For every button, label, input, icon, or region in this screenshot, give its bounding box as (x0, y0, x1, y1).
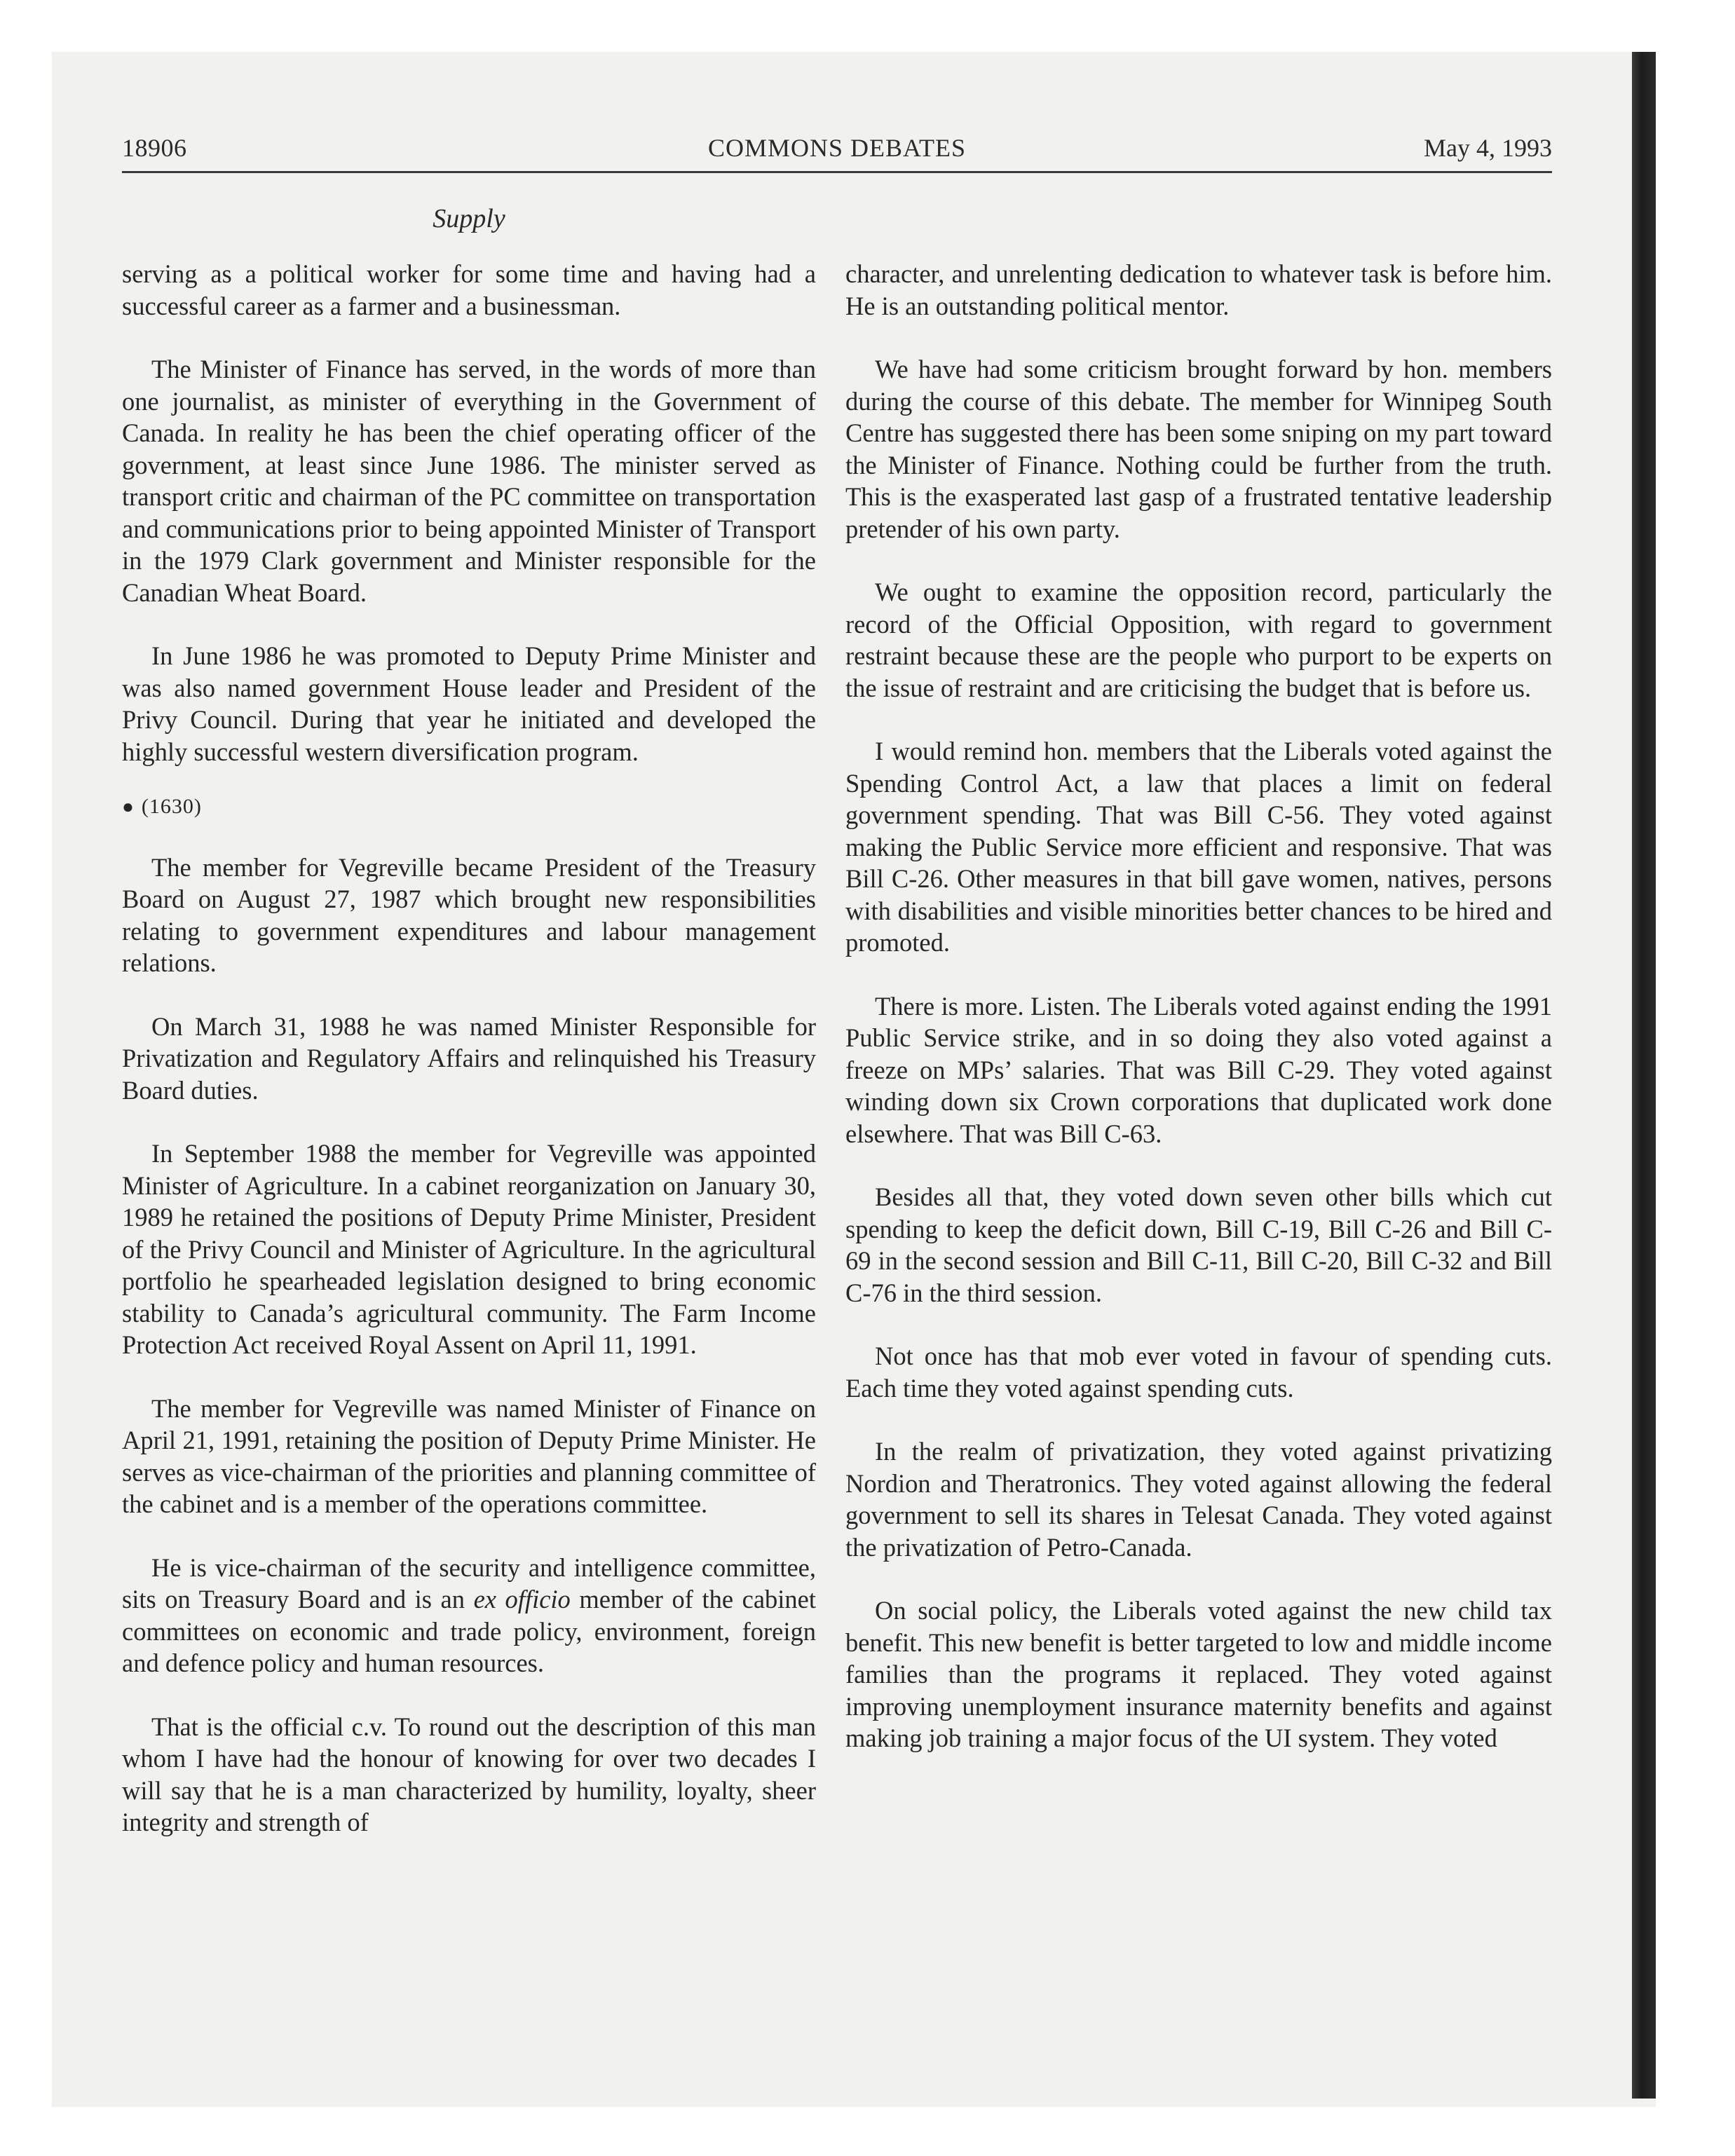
paragraph: Not once has that mob ever voted in favour of spending cuts. Each time they voted against spending cuts. (845, 1342, 1552, 1403)
left-column (122, 258, 816, 1870)
bullet-icon: ● (122, 796, 135, 818)
binding-edge (1632, 52, 1656, 2099)
page-number: 18906 (122, 134, 187, 162)
header-rule (122, 171, 1552, 173)
paragraph: In the realm of privatization, they voted against privatizing Nordion and Theratronics. They voted against allowing the federal government to sell its shares in Telesat Canada. They voted against the privatization of Petro-Canada. (845, 1437, 1552, 1562)
paragraph: In June 1986 he was promoted to Deputy Prime Minister and was also named government House leader and President of the Privy Council. During that year he initiated and developed the highly successful western diversification program. (122, 641, 816, 766)
paragraph: The member for Vegreville was named Minister of Finance on April 21, 1991, retaining the position of Deputy Prime Minister. He serves as vice-chairman of the priorities and planning committee of the cabinet and is a member of the operations committee. (122, 1393, 816, 1518)
paragraph: On March 31, 1988 he was named Minister Responsible for Privatization and Regulatory Affairs and relinquished his Treasury Board duties. (122, 1011, 816, 1105)
time-marker-label: (1630) (141, 795, 202, 818)
section-heading: Supply (433, 204, 505, 233)
paragraph: That is the official c.v. To round out the description of this man whom I have had the honour of knowing for over two decades I will say that he is a man characterized by humility, loyalty, sheer integrity and strength of (122, 1712, 816, 1836)
paragraph: There is more. Listen. The Liberals voted against ending the 1991 Public Service strike, and in so doing they also voted against a freeze on MPs’ salaries. That was Bill C-29. They voted against winding down six Crown corporations that duplicated work done elsewhere. That was Bill C-63. (845, 991, 1552, 1148)
journal-title: COMMONS DEBATES (707, 134, 967, 162)
paragraph: The member for Vegreville became President of the Treasury Board on August 27, 1987 which brought new responsibilities relating to government expenditures and labour management relations. (122, 852, 816, 977)
text-run: member of the cabinet committees on economic and trade policy, environment, foreign and defence policy and human resources. (122, 1585, 817, 1677)
paragraph: We ought to examine the opposition record, particularly the record of the Official Opposition, with regard to government restraint because these are the people who purport to be experts on the issue of restraint and are criticising the budget that is before us. (845, 578, 1552, 702)
paragraph: character, and unrelenting dedication to whatever task is before him. He is an outstanding political mentor. (845, 259, 1552, 320)
header-date: May 4, 1993 (1424, 134, 1552, 162)
running-header (122, 133, 1552, 171)
paragraph: The Minister of Finance has served, in the words of more than one journalist, as minister of everything in the Government of Canada. In reality he has been the chief operating officer of the government, at least since June 1986. The minister served as transport critic and chairman of the PC committee on transportation and communications prior to being appointed Minister of Transport in the 1979 Clark government and Minister responsible for the Canadian Wheat Board. (122, 355, 816, 607)
paragraph (122, 1552, 816, 1679)
text-run: He is vice-chairman of the security and intelligence committee, sits on Treasury Board and is an (122, 1553, 816, 1613)
right-column (845, 258, 1552, 1786)
paragraph: On social policy, the Liberals voted against the new child tax benefit. This new benefit is better targeted to low and middle income families than the programs it replaced. They voted against improving unemployment insurance maternity benefits and against making job training a major focus of the UI system. They voted (845, 1596, 1552, 1752)
paragraph: serving as a political worker for some time and having had a successful career as a farmer and a businessman. (122, 259, 816, 320)
paragraph: Besides all that, they voted down seven other bills which cut spending to keep the deficit down, Bill C-19, Bill C-26 and Bill C-69 in the second session and Bill C-11, Bill C-20, Bill C-32 and Bill C-76 in the third session. (845, 1182, 1552, 1307)
paragraph: We have had some criticism brought forward by hon. members during the course of this debate. The member for Winnipeg South Centre has suggested there has been some sniping on my part toward the Minister of Finance. Nothing could be further from the truth. This is the exasperated last gasp of a frustrated tentative leadership pretender of his own party. (845, 355, 1552, 543)
paragraph: In September 1988 the member for Vegreville was appointed Minister of Agriculture. In a cabinet reorganization on January 30, 1989 he retained the positions of Deputy Prime Minister, President of the Privy Council and Minister of Agriculture. In the agricultural portfolio he spearheaded legislation designed to bring economic stability to Canada’s agricultural community. The Farm Income Protection Act received Royal Assent on April 11, 1991. (122, 1139, 816, 1359)
italic-term: ex officio (473, 1585, 571, 1613)
time-marker (122, 791, 816, 824)
paragraph: I would remind hon. members that the Liberals voted against the Spending Control Act, a law that places a limit on federal government spending. That was Bill C-56. They voted against making the Public Service more efficient and responsive. That was Bill C-26. Other measures in that bill gave women, natives, persons with disabilities and visible minorities better chances to be hired and promoted. (845, 737, 1552, 957)
